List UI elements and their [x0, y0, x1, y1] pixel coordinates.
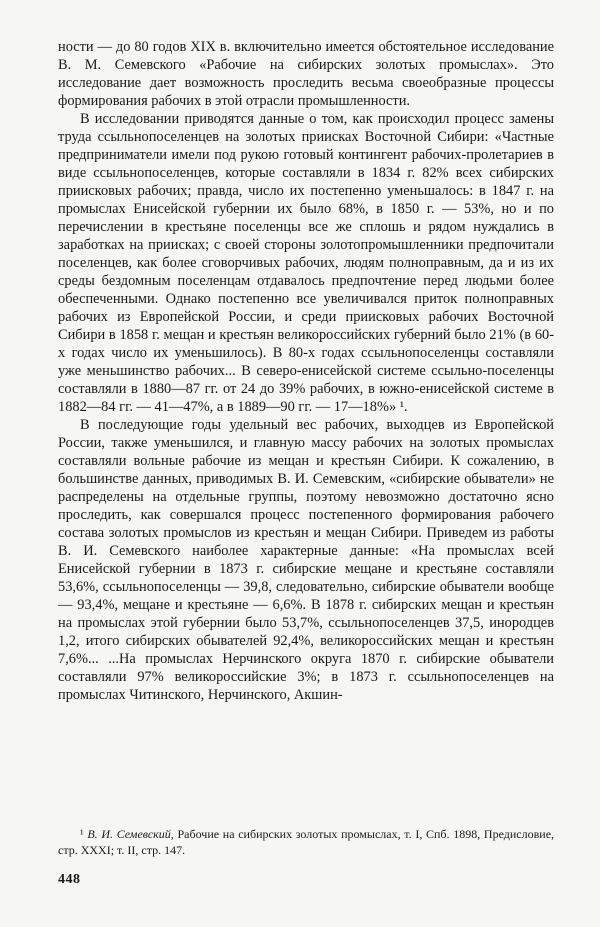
paragraph: В последующие годы удельный вес рабочих, выходцев из Европейской России, также уменьшился, и главную массу рабочих на золотых промыслах составляли вольные рабочие из мещан и крестьян Сибири. К сожалению, в большинстве данных, приводимых В. И. Семевским, «сибирские обыватели» не распределены на отдельные группы, поэтому невозможно достаточно ясно проследить, как совершался процесс постепенного формирования рабочего состава золотых промыслов из крестьян и мещан Сибири. Приведем из работы В. И. Семевского наиболее характерные данные: «На промыслах всей Енисейской губернии в 1873 г. сибирские мещане и крестьяне составляли 53,6%, ссыльнопоселенцы — 39,8, следовательно, сибирские обыватели вообще — 93,4%, мещане и крестьяне — 6,6%. В 1878 г. сибирских мещан и крестьян на промыслах этой губернии было 53,7%, ссыльнопоселенцев 37,5, инородцев 1,2, итого сибирских обывателей 92,4%, великороссийских мещан и крестьян 7,6%... ...На промыслах Нерчинского округа 1870 г. сибирские обыватели составляли 97% великороссийские 3%; в 1873 г. ссыльнопоселенцев на промыслах Читинского, Нерчинского, Акшин- [58, 417, 554, 703]
paragraph: В исследовании приводятся данные о том, как происходил процесс замены труда ссыльнопоселенцев на золотых приисках Восточной Сибири: «Частные предприниматели имели под рукою готовый контингент рабочих-пролетариев в виде ссыльнопоселенцев, которые составляли в 1834 г. 82% всех сибирских приисковых рабочих; правда, число их постепенно уменьшалось: в 1847 г. на промыслах Енисейской губернии их было 68%, в 1850 г. — 53%, но и по перечислении в крестьяне поселенцы все же сплошь и рядом нуждались в заработках на приисках; с своей стороны золотопромышленники предпочитали поселенцев, как более сговорчивых рабочих, людям полноправным, да и из их среды бездомным поселенцам отдавалось предпочтение перед людьми более обеспеченными. Однако постепенно все увеличивался приток полноправных рабочих из Европейской России, и среди приисковых рабочих Восточной Сибири в 1858 г. мещан и крестьян великороссийских губерний было 21% (в 60-х годах число их уменьшилось). В 80-х годах ссыльнопоселенцы составляли уже меньшинство рабочих... В северо-енисейской системе ссыльно-поселенцы составляли в 1880—87 гг. от 24 до 39% рабочих, в южно-енисейской системе в 1882—84 гг. — 41—47%, а в 1889—90 гг. — 17—18%» ¹. [58, 111, 554, 415]
footnote-marker: ¹ [80, 827, 84, 841]
paragraph-continued: ности — до 80 годов XIX в. включительно имеется обстоятельное исследование В. М. Семевского «Рабочие на сибирских золотых промыслах». Это исследование дает возможность проследить весьма своеобразные процессы формирования рабочих в этой отрасли промышленности. [58, 39, 554, 109]
footnote-author: В. И. Семевский, [87, 827, 174, 841]
body-text [58, 38, 554, 704]
page-number: 448 [58, 872, 81, 887]
footnote [58, 826, 554, 858]
page-body [58, 38, 554, 704]
footnote-text: Рабочие на сибирских золотых промыслах, т. I, Спб. 1898, Предисловие, стр. XXXI; т. II, стр. 147. [58, 827, 555, 857]
